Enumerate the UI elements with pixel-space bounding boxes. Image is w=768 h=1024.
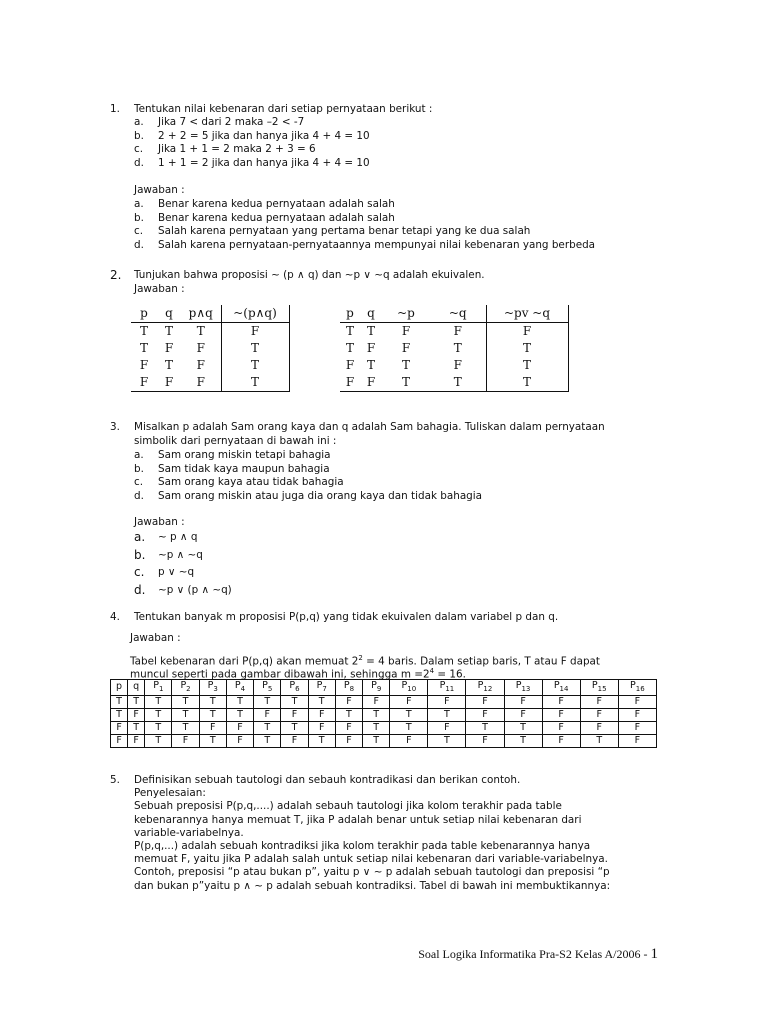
table-cell: T <box>250 358 259 372</box>
table-cell: F <box>335 721 362 734</box>
list-item: 1 + 1 = 2 jika dan hanya jika 4 + 4 = 10 <box>158 156 370 169</box>
list-item-label: c. <box>134 143 144 155</box>
q4-answer-label: Jawaban : <box>130 632 181 644</box>
table-header-cell: $P_9$ <box>363 680 390 696</box>
table-header-cell: $P_8$ <box>335 680 362 696</box>
table-cell: T <box>504 721 542 734</box>
table-row <box>340 323 568 341</box>
table-cell: T <box>128 721 145 734</box>
table-cell: F <box>618 695 656 708</box>
table-cell: T <box>430 374 486 392</box>
table-cell: T <box>430 340 486 357</box>
list-item-label: a. <box>134 530 146 544</box>
q4-body-1a: Tabel kebenaran dari P(p,q) akan memuat 2 <box>130 655 359 668</box>
table-header-cell: $P_1$ <box>145 680 172 696</box>
q5-line: P(p,q,...) adalah sebuah kontradiksi jika kolom terakhir pada table kebenarannya hanya <box>134 840 591 852</box>
table-cell: F <box>618 708 656 721</box>
table-cell: T <box>145 708 172 721</box>
q5-line: variable-variabelnya. <box>134 826 244 839</box>
table-cell: F <box>139 375 149 389</box>
table-row <box>340 357 568 374</box>
list-item: Jika 7 < dari 2 maka –2 < -7 <box>158 116 305 128</box>
q2-number: 2. <box>110 268 122 282</box>
list-item: ~p ∨ (p ∧ ~q) <box>158 583 232 596</box>
table-header-cell: $P_{13}$ <box>504 680 542 696</box>
table-header-cell: p <box>131 305 157 323</box>
table-cell: F <box>111 721 128 734</box>
table-row <box>111 708 657 721</box>
table-cell: T <box>199 708 226 721</box>
table-cell: T <box>335 708 362 721</box>
list-item: Sam orang miskin tetapi bahagia <box>158 449 331 461</box>
table-cell: T <box>145 695 172 708</box>
q5-line: Contoh, preposisi “p atau bukan p”, yaitu p ∨ ~ p adalah sebuah tautologi dan preposisi “p <box>134 866 610 879</box>
table-cell: T <box>522 375 531 389</box>
table-header-cell: p∧q <box>181 305 221 323</box>
table-cell: T <box>428 708 466 721</box>
table-header-cell: $P_{11}$ <box>428 680 466 696</box>
table-cell: F <box>542 721 580 734</box>
list-item-label: b. <box>134 129 144 142</box>
table-header-cell: $P_2$ <box>172 680 199 696</box>
list-item: Salah karena pernyataan-pernyataannya mempunyai nilai kebenaran yang berbeda <box>158 238 596 251</box>
table-cell: F <box>580 695 618 708</box>
q5-line: Penyelesaian: <box>134 787 206 800</box>
table-cell: T <box>172 721 199 734</box>
table-row <box>111 734 657 747</box>
table-cell: T <box>308 695 335 708</box>
table-cell: F <box>335 695 362 708</box>
table-header-cell: q <box>360 305 382 323</box>
table-cell: T <box>250 375 259 389</box>
q3-prompt-line-1: Misalkan p adalah Sam orang kaya dan q adalah Sam bahagia. Tuliskan dalam pernyataan <box>134 421 605 433</box>
table-header-row <box>111 680 657 696</box>
table-cell: F <box>401 324 411 338</box>
table-cell: F <box>308 708 335 721</box>
list-item: Salah karena pernyataan yang pertama benar tetapi yang ke dua salah <box>158 225 531 237</box>
table-cell: F <box>181 340 221 357</box>
list-item-label: a. <box>134 449 144 461</box>
table-cell: T <box>366 358 375 372</box>
table-cell: F <box>504 695 542 708</box>
table-cell: F <box>390 734 428 747</box>
table-row <box>131 340 289 357</box>
table-header-cell: $P_7$ <box>308 680 335 696</box>
table-cell: T <box>145 721 172 734</box>
table-cell: T <box>390 708 428 721</box>
table-cell: F <box>504 708 542 721</box>
table-header-cell: $P_{14}$ <box>542 680 580 696</box>
table-cell: F <box>164 341 174 355</box>
table-cell: T <box>281 721 308 734</box>
list-item: Benar karena kedua pernyataan adalah salah <box>158 211 395 224</box>
table-cell: F <box>466 708 504 721</box>
table-cell: T <box>401 375 410 389</box>
list-item-label: d. <box>134 582 146 597</box>
table-cell: F <box>164 375 174 389</box>
table-header-cell: $P_{16}$ <box>618 680 656 696</box>
q3-answer-label: Jawaban : <box>134 516 185 528</box>
table-cell: T <box>308 734 335 747</box>
table-header-cell: ~(p∧q) <box>221 305 289 323</box>
table-cell: F <box>430 323 486 341</box>
table-cell: F <box>308 721 335 734</box>
list-item: 2 + 2 = 5 jika dan hanya jika 4 + 4 = 10 <box>158 129 370 142</box>
table-cell: F <box>363 695 390 708</box>
q4-prompt: Tentukan banyak m proposisi P(p,q) yang tidak ekuivalen dalam variabel p dan q. <box>134 611 559 623</box>
table-cell: T <box>522 341 531 355</box>
table-cell: F <box>335 734 362 747</box>
table-cell: T <box>111 708 128 721</box>
table-header-cell: q <box>128 680 145 696</box>
table-header-cell: $P_4$ <box>226 680 253 696</box>
table-cell: T <box>226 708 253 721</box>
table-cell: F <box>580 708 618 721</box>
table-cell: T <box>345 341 354 355</box>
list-item-label: c. <box>134 225 144 237</box>
table-cell: T <box>504 734 542 747</box>
table-header-row <box>131 305 289 323</box>
table-cell: F <box>580 721 618 734</box>
table-cell: F <box>281 734 308 747</box>
table-cell: F <box>401 341 411 355</box>
table-cell: T <box>164 358 173 372</box>
table-cell: T <box>366 324 375 338</box>
list-item: ~p ∧ ~q <box>158 548 203 561</box>
table-cell: T <box>401 358 410 372</box>
table-row <box>131 374 289 392</box>
table-cell: T <box>145 734 172 747</box>
table-row <box>340 374 568 392</box>
table-cell: T <box>390 721 428 734</box>
table-cell: T <box>254 721 281 734</box>
list-item-label: c. <box>134 565 145 579</box>
table-header-cell: ~pv ~q <box>486 305 568 323</box>
table-cell: T <box>345 324 354 338</box>
table-cell: T <box>164 324 173 338</box>
q4-body-2a: muncul seperti pada gambar dibawah ini, sehingga m =2 <box>130 668 430 681</box>
table-cell: T <box>363 734 390 747</box>
list-item: Sam tidak kaya maupun bahagia <box>158 462 330 475</box>
table-cell: F <box>542 734 580 747</box>
table-header-row <box>340 305 568 323</box>
table-row <box>340 340 568 357</box>
table-cell: T <box>199 734 226 747</box>
table-cell: F <box>254 708 281 721</box>
table-cell: T <box>250 341 259 355</box>
table-cell: F <box>345 375 355 389</box>
table-row <box>111 695 657 708</box>
table-cell: T <box>466 721 504 734</box>
table-header-cell: $P_5$ <box>254 680 281 696</box>
table-header-cell: $P_{15}$ <box>580 680 618 696</box>
q1-number: 1. <box>110 103 120 115</box>
table-cell: F <box>618 721 656 734</box>
table-cell: F <box>390 695 428 708</box>
table-header-cell: $P_6$ <box>281 680 308 696</box>
table-cell: F <box>522 324 532 338</box>
q5-line: kebenarannya hanya memuat T, jika P adalah benar untuk setiap nilai kebenaran dari <box>134 813 582 826</box>
table-cell: F <box>226 734 253 747</box>
q1-answer-label: Jawaban : <box>134 184 185 196</box>
table-cell: T <box>254 734 281 747</box>
table-header-cell: q <box>157 305 181 323</box>
table-cell: T <box>139 341 148 355</box>
table-header-cell: p <box>111 680 128 696</box>
table-header-cell: p <box>340 305 360 323</box>
list-item: ~ p ∧ q <box>158 531 198 543</box>
table-cell: F <box>430 357 486 374</box>
table-header-cell: ~q <box>430 305 486 323</box>
footer-text: Soal Logika Informatika Pra-S2 Kelas A/2006 - <box>418 947 651 961</box>
list-item: Jika 1 + 1 = 2 maka 2 + 3 = 6 <box>158 143 316 155</box>
list-item: Sam orang miskin atau juga dia orang kaya dan tidak bahagia <box>158 489 483 502</box>
list-item-label: b. <box>134 211 144 224</box>
list-item-label: d. <box>134 489 144 502</box>
table-header-cell: $P_{10}$ <box>390 680 428 696</box>
table-cell: F <box>618 734 656 747</box>
table-cell: F <box>345 358 355 372</box>
list-item: p ∨ ~q <box>158 566 195 578</box>
q5-line: dan bukan p”yaitu p ∧ ~ p adalah sebuah kontradiksi. Tabel di bawah ini membuktikannya: <box>134 879 611 892</box>
q5-line: Definisikan sebuah tautologi dan sebauh kontradikasi dan berikan contoh. <box>134 774 521 786</box>
table-cell: F <box>466 734 504 747</box>
table-cell: F <box>128 734 145 747</box>
table-cell: F <box>181 357 221 374</box>
q5-line: Sebuah preposisi P(p,q,....) adalah sebauh tautologi jika kolom terakhir pada table <box>134 800 562 813</box>
q4-body-1b: = 4 baris. Dalam setiap baris, T atau F dapat <box>362 655 600 668</box>
table-cell: F <box>542 708 580 721</box>
q3-number: 3. <box>110 421 120 433</box>
table-row <box>131 323 289 341</box>
table-cell: F <box>428 695 466 708</box>
q4-number: 4. <box>110 611 120 623</box>
table-cell: T <box>580 734 618 747</box>
table-row <box>111 721 657 734</box>
q3-prompt-line-2: simbolik dari pernyataan di bawah ini : <box>134 435 337 447</box>
list-item-label: b. <box>134 462 144 475</box>
list-item-label: a. <box>134 116 144 128</box>
q4-body-2b: = 16. <box>434 668 466 681</box>
table-cell: T <box>522 358 531 372</box>
table-cell: T <box>128 695 145 708</box>
table-cell: F <box>366 341 376 355</box>
q2-answer-label: Jawaban : <box>134 283 185 295</box>
list-item: Benar karena kedua pernyataan adalah salah <box>158 198 395 210</box>
proposition-grid-table <box>110 679 657 748</box>
q1-prompt: Tentukan nilai kebenaran dari setiap pernyataan berikut : <box>134 103 433 115</box>
table-cell: T <box>281 695 308 708</box>
table-cell: T <box>254 695 281 708</box>
table-cell: F <box>181 374 221 392</box>
table-cell: F <box>466 695 504 708</box>
page-footer <box>418 946 658 963</box>
list-item-label: d. <box>134 238 144 251</box>
truth-table-not-p-and-q <box>131 305 290 392</box>
table-cell: T <box>181 323 221 341</box>
table-header-cell: ~p <box>382 305 430 323</box>
table-cell: F <box>250 324 260 338</box>
table-cell: T <box>199 695 226 708</box>
q4-body-1-exponent: 2 <box>358 654 363 662</box>
table-cell: F <box>542 695 580 708</box>
table-row <box>131 357 289 374</box>
q4-body-2-exponent: 4 <box>429 667 435 675</box>
table-header-cell: $P_{12}$ <box>466 680 504 696</box>
truth-table-not-p-or-not-q <box>340 305 569 392</box>
table-cell: T <box>226 695 253 708</box>
table-header-cell: $P_3$ <box>199 680 226 696</box>
table-cell: F <box>128 708 145 721</box>
page-number: 1 <box>650 946 658 962</box>
table-cell: T <box>111 695 128 708</box>
list-item: Sam orang kaya atau tidak bahagia <box>158 476 344 488</box>
list-item-label: d. <box>134 156 144 169</box>
q5-line: memuat F, yaitu jika P adalah salah untuk setiap nilai kebenaran dari variable-variabelnya. <box>134 853 608 866</box>
table-cell: F <box>139 358 149 372</box>
table-cell: F <box>199 721 226 734</box>
table-cell: F <box>111 734 128 747</box>
q5-number: 5. <box>110 774 120 786</box>
table-cell: T <box>428 734 466 747</box>
table-cell: T <box>172 708 199 721</box>
table-cell: F <box>281 708 308 721</box>
table-cell: T <box>139 324 148 338</box>
table-cell: F <box>226 721 253 734</box>
table-cell: F <box>172 734 199 747</box>
table-cell: T <box>363 721 390 734</box>
q2-prompt: Tunjukan bahwa proposisi ~ (p ∧ q) dan ~p ∨ ~q adalah ekuivalen. <box>134 269 485 281</box>
table-cell: F <box>428 721 466 734</box>
list-item-label: a. <box>134 198 144 210</box>
table-cell: T <box>172 695 199 708</box>
table-cell: F <box>366 375 376 389</box>
list-item-label: b. <box>134 547 146 562</box>
table-cell: T <box>363 708 390 721</box>
list-item-label: c. <box>134 476 144 488</box>
